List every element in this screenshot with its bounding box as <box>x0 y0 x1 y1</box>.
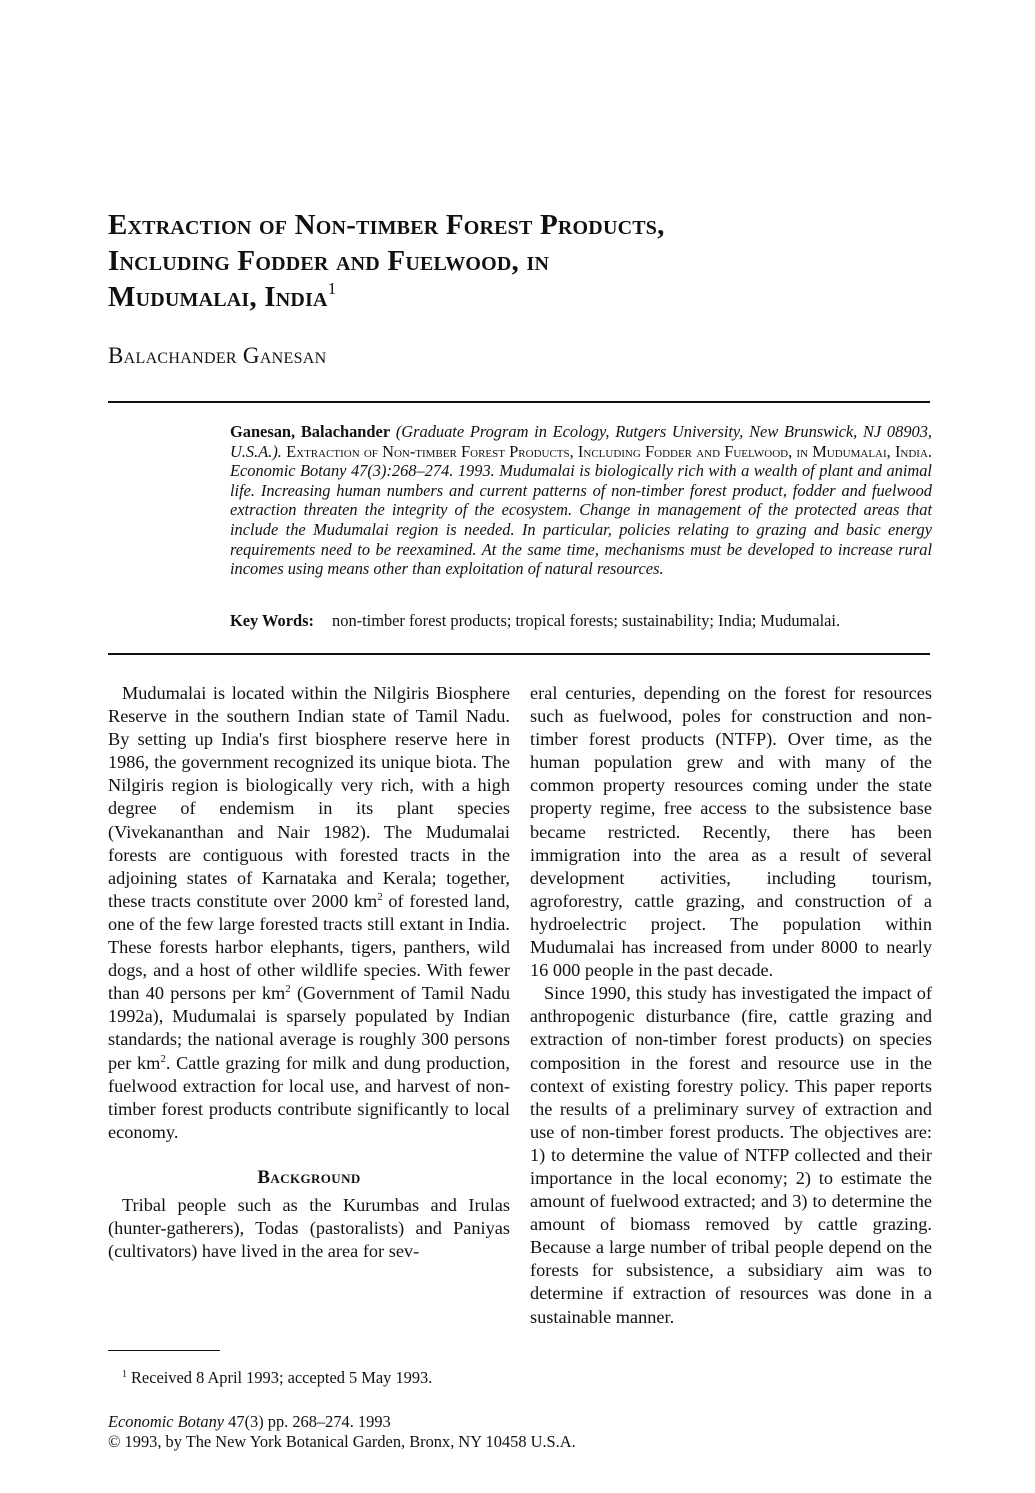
author-name: Balachander Ganesan <box>108 343 327 368</box>
background-paragraph-start: Tribal people such as the Kurumbas and Irulas (hunter-gatherers), Todas (pastoralists) and Paniyas (cultivators) have lived in the area for sev- <box>108 1194 510 1262</box>
footnote-mark: 1 <box>122 1369 127 1380</box>
intro-text-1: Mudumalai is located within the Nilgiris Biosphere Reserve in the southern Indian state of Tamil Nadu. By setting up India's first biosphere reserve here in 1986, the government recognized its unique biota. The Nilgiris region is biologically very rich, with a high degree of endemism in its plant species (Vivekananthan and Nair 1982). The Mudumalai forests are contiguous with forested tracts in the adjoining states of Karnataka and Kerala; together, these tracts constitute over 2000 km <box>108 683 510 911</box>
intro-text-4: . Cattle grazing for milk and dung production, fuelwood extraction for local use, and harvest of non-timber forest products contribute significantly to local economy. <box>108 1052 510 1142</box>
superscript-2: 2 <box>160 1052 166 1065</box>
footnote-text: Received 8 April 1993; accepted 5 May 1993. <box>131 1368 433 1387</box>
background-paragraph-continued: eral centuries, depending on the forest for resources such as fuelwood, poles for construction and non-timber forest products (NTFP). Over time, as the human population grew and with many of the common property resources coming under the state property regime, free access to the subsistence base became restricted. Recently, there has been immigration into the area as a result of several development activities, including tourism, agroforestry, cattle grazing, and construction of a hydroelectric project. The population within Mudumalai has increased from under 8000 to nearly 16 000 people in the past decade. <box>530 683 932 981</box>
abstract-top-rule <box>108 401 930 403</box>
footer-citation <box>108 1412 576 1432</box>
footnote <box>122 1368 432 1388</box>
title-line-2: Including Fodder and Fuelwood, in <box>108 245 550 277</box>
title-line-1: Extraction of Non-timber Forest Products, <box>108 209 665 241</box>
footer-copyright: © 1993, by The New York Botanical Garden, Bronx, NY 10458 U.S.A. <box>108 1432 576 1451</box>
footnote-rule <box>108 1350 220 1351</box>
abstract-affiliation: (Graduate Program in Ecology, Rutgers University, New Brunswick, NJ 08903, U.S.A.). <box>230 422 933 461</box>
abstract-body: Economic Botany 47(3):268–274. 1993. Mudumalai is biologically rich with a wealth of plant and animal life. Increasing human numbers and current patterns of non-timber forest product, fodder and fuelwood extraction threaten the integrity of the ecosystem. Change in management of the protected areas that include the Mudumalai region is needed. In particular, policies relating to grazing and basic energy requirements need to be reexamined. At the same time, mechanisms must be developed to increase rural incomes using means other than exploitation of natural resources. <box>230 461 932 579</box>
section-heading-background: Background <box>257 1166 361 1188</box>
title-footnote-mark: 1 <box>327 279 337 298</box>
footer-citation-details: 47(3) pp. 268–274. 1993 <box>224 1412 391 1431</box>
article-title <box>108 207 868 315</box>
abstract-title: Extraction of Non-timber Forest Products, Including Fodder and Fuelwood, in Mudumalai, India. <box>286 441 932 461</box>
abstract <box>230 422 932 579</box>
keywords-list: non-timber forest products; tropical forests; sustainability; India; Mudumalai. <box>332 611 841 630</box>
superscript-2: 2 <box>377 890 383 903</box>
abstract-bottom-rule <box>108 653 930 655</box>
keywords <box>230 611 932 631</box>
abstract-author: Ganesan, Balachander <box>230 422 391 441</box>
footer-journal: Economic Botany <box>108 1412 225 1431</box>
title-line-3 <box>108 279 868 315</box>
intro-paragraph <box>108 682 510 1144</box>
superscript-2: 2 <box>285 983 291 996</box>
intro-text-3: (Government of Tamil Nadu 1992a), Mudumalai is sparsely populated by Indian standards; the national average is roughly 300 persons per km <box>108 983 510 1073</box>
intro-text-2: of forested land, one of the few large forested tracts still extant in India. These forests harbor elephants, tigers, panthers, wild dogs, and a host of other wildlife species. With fewer than 40 persons per km <box>108 890 510 1004</box>
title-line-3-text: Mudumalai, India <box>108 281 328 313</box>
left-column <box>108 682 510 1263</box>
keywords-label: Key Words: <box>230 611 314 630</box>
right-column <box>530 682 932 1329</box>
page-footer <box>108 1412 576 1452</box>
background-paragraph-2: Since 1990, this study has investigated the impact of anthropogenic disturbance (fire, cattle grazing and extraction of non-timber forest products) on species composition in the forest and resource use in the context of existing forestry policy. This paper reports the results of a preliminary survey of extraction and use of non-timber forest products. The objectives are: 1) to determine the value of NTFP collected and their importance in the local economy; 2) to estimate the amount of fuelwood extracted; and 3) to determine the amount of biomass removed by cattle grazing. Because a large number of tribal people depend on the forests for subsistence, a subsidiary aim was to determine if extraction of resources was done in a sustainable manner. <box>530 983 932 1327</box>
